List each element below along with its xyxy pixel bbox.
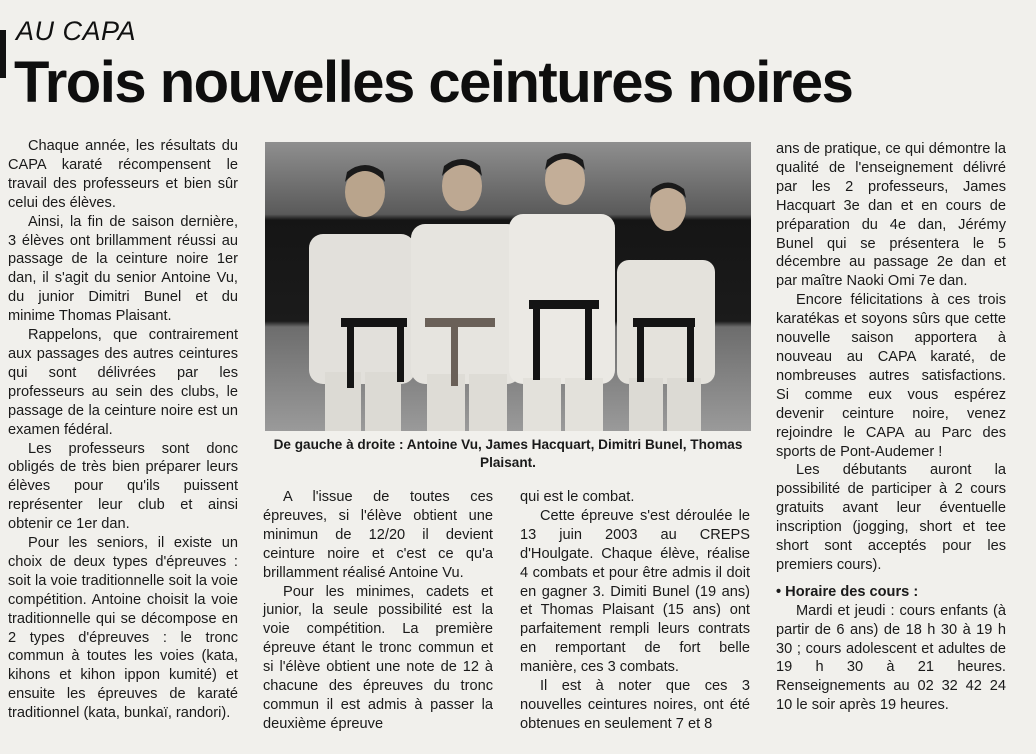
article-column-2 [263, 488, 493, 734]
article-headline: Trois nouvelles ceintures noires [14, 50, 853, 115]
paragraph: A l'issue de toutes ces épreuves, si l'élève obtient une minimun de 12/20 il devient ceinture noire et c'est ce qu'a brillamment réalisé Antoine Vu. [263, 489, 493, 581]
paragraph: Rappelons, que contrairement aux passages des autres ceintures qui sont délivrées par les professeurs au sein des clubs, le passage de la ceinture noire est un examen fédéral. [8, 327, 238, 438]
paragraph: Pour les seniors, il existe un choix de deux types d'épreuves : soit la voie traditionnelle soit la voie compétition. Antoine choisit la voie traditionnelle qui se décompose en 2 types d'épreuves : le tronc commun à toutes les voies (kata, kihons et kihon ippon kumité) et ensuite les épreuves de karaté traditionnel (kata, bunkaï, randori). [8, 535, 238, 722]
paragraph: Les débutants auront la possibilité de participer à 2 cours gratuits avant leur éventuelle inscription (jogging, short et tee short sont acceptés pour les premiers cours). [776, 462, 1006, 573]
paragraph: Cette épreuve s'est déroulée le 13 juin 2003 au CREPS d'Houlgate. Chaque élève, réalise 4 combats et pour être admis il doit en gagner 3. Dimiti Bunel (19 ans) et Thomas Plaisant (15 ans) ont parfaitement rempli leurs contrats en remportant de fort belle manière, ces 3 combats. [520, 507, 750, 676]
column-rule [0, 30, 6, 78]
photo-illustration [265, 142, 751, 431]
article-kicker: AU CAPA [16, 16, 137, 46]
photo-caption: De gauche à droite : Antoine Vu, James Hacquart, Dimitri Bunel, Thomas Plaisant. [273, 437, 743, 470]
article-column-1 [8, 137, 238, 723]
paragraph: Pour les minimes, cadets et junior, la seule possibilité est la voie compétition. La première épreuve étant le tronc commun et si l'élève obtient une note de 12 à chacune des épreuves du tronc commun il est admis à passer la deuxième épreuve [263, 583, 493, 732]
article-column-4 [776, 140, 1006, 715]
hours-text: Mardi et jeudi : cours enfants (à partir de 6 ans) de 18 h 30 à 19 h 30 ; cours adolescent et adultes de 19 h 30 à 21 heures. Renseignements au 02 32 42 24 10 le soir après 19 heures. [776, 602, 1006, 714]
paragraph: Les professeurs sont donc obligés de très bien préparer leurs élèves pour qu'ils puissent représenter leur club et ainsi obtenir ce 1er dan. [8, 440, 238, 533]
paragraph: Encore félicitations à ces trois karatékas et soyons sûrs que cette nouvelle saison apportera à nouveau au CAPA karaté, de nombreuses autres satisfactions. Si comme eux vous espérez devenir ceinture noire, venez rejoindre le CAPA au Parc des sports de Pont-Audemer ! [776, 292, 1006, 460]
hours-heading: • Horaire des cours : [776, 583, 919, 600]
paragraph: Il est à noter que ces 3 nouvelles ceintures noires, ont été obtenues en seulement 7 et 8 [520, 678, 750, 732]
paragraph: qui est le combat. [520, 489, 635, 505]
karatekas-photo [265, 142, 751, 431]
article-column-3 [520, 488, 750, 734]
paragraph: Ainsi, la fin de saison dernière, 3 élèves ont brillamment réussi au passage de la ceinture noire 1er dan, il s'agit du senior Antoine Vu, du junior Dimitri Bunel et du minime Thomas Plaisant. [8, 213, 238, 325]
paragraph: ans de pratique, ce qui démontre la qualité de l'enseignement délivré par les 2 professeurs, James Hacquart 3e dan et en cours de préparation du 4e dan, Jérémy Bunel qui se présentera le 5 décembre au passage 2e dan et par maître Naoki Omi 7e dan. [776, 141, 1006, 290]
paragraph: Chaque année, les résultats du CAPA karaté récompensent le travail des professeurs et bien sûr celui des élèves. [8, 138, 238, 211]
